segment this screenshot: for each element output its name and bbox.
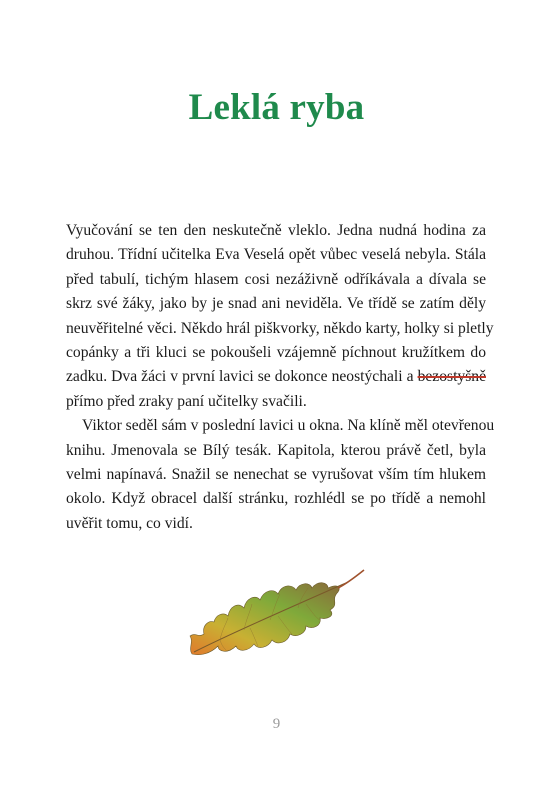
paragraph-2 — [66, 414, 495, 536]
paragraph-1 — [66, 219, 494, 414]
leaf-stem — [338, 570, 364, 588]
text-line: uvěřit tomu, co vidí. — [66, 514, 193, 532]
text-line: Vyučování se ten den neskutečně vleklo. Jedna nudná hodina za — [66, 222, 486, 239]
text-line: před tabulí, tichým hlasem cosi nezáživně odříkávala a dívala se — [66, 270, 486, 288]
text-line: skrz své žáky, jako by je snad ani neviděla. Ve třídě se zatím děly — [66, 295, 486, 313]
text-line: Viktor seděl sám v poslední lavici u okna. Na klíně měl otevřenou — [82, 417, 495, 435]
chapter-title: Leklá ryba — [188, 87, 365, 128]
text-line: velmi napínavá. Snažil se nenechat se vyrušovat vším tím hlukem — [66, 466, 486, 484]
struck-word: bezostyšně — [417, 368, 486, 386]
text-line-with-strike — [66, 365, 486, 389]
page-number: 9 — [272, 716, 281, 732]
text-line: neuvěřitelné věci. Někdo hrál piškvorky, někdo karty, holky si pletly — [66, 319, 494, 337]
oak-leaf-illustration — [180, 560, 370, 660]
text-line: okolo. Když obracel další stránku, rozhlédl se po třídě a nemohl — [66, 490, 486, 508]
text-line: přímo před zraky paní učitelky svačili. — [66, 392, 307, 410]
text-line: druhou. Třídní učitelka Eva Veselá opět vůbec veselá nebyla. Stála — [66, 246, 486, 264]
text-line: knihu. Jmenovala se Bílý tesák. Kapitola, kterou právě četl, byla — [66, 441, 486, 459]
chapter-body — [66, 219, 495, 536]
text-line: copánky a tři kluci se pokoušeli vzájemně píchnout kružítkem do — [66, 344, 486, 362]
text-segment: zadku. Dva žáci v první lavici se dokonce neostýchali a — [66, 368, 414, 386]
